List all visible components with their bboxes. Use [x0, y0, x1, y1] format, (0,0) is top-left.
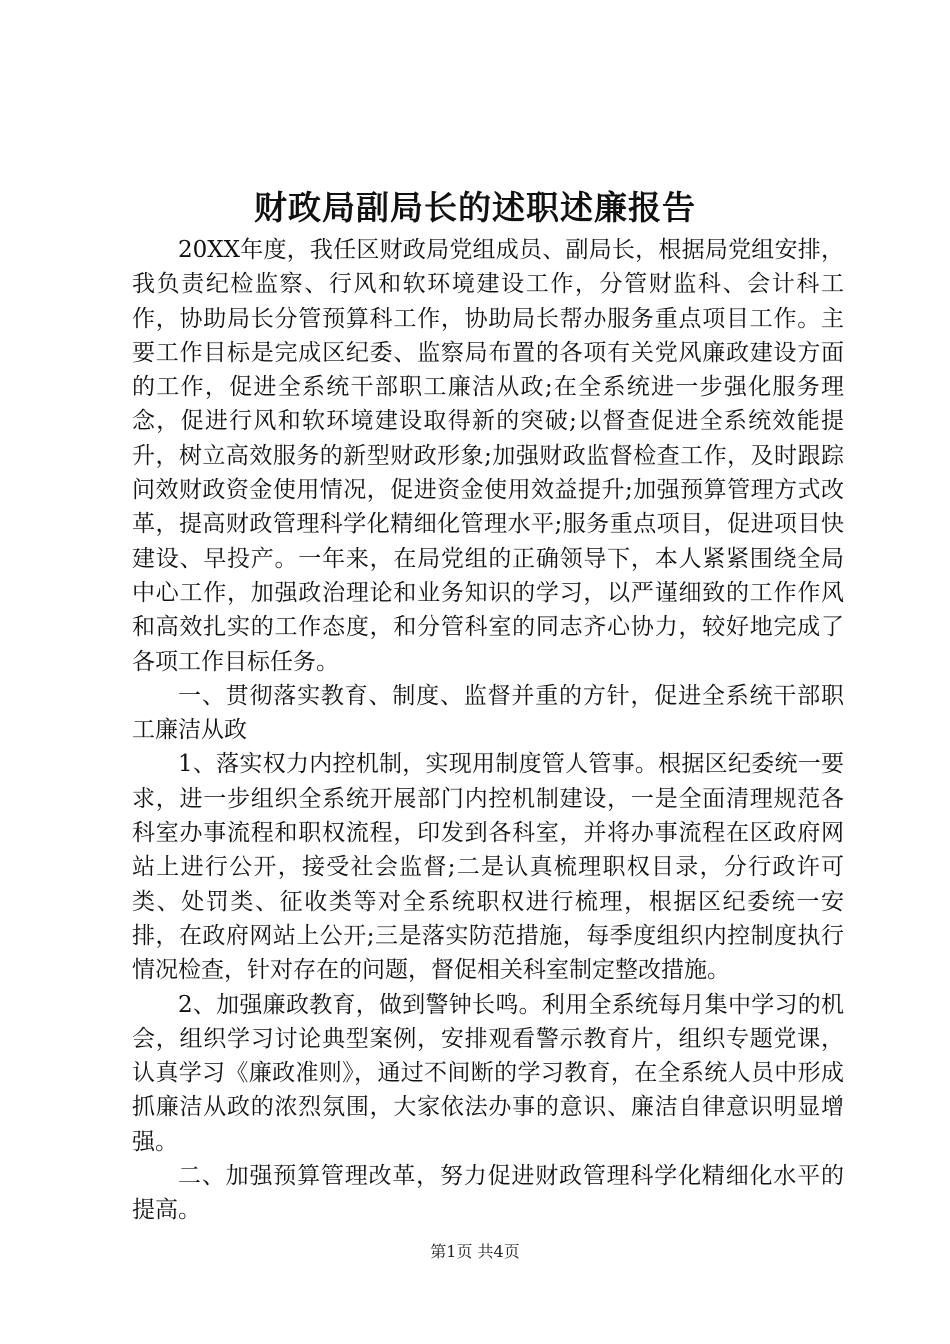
paragraph-1-2: 2、加强廉政教育，做到警钟长鸣。利用全系统每月集中学习的机会，组织学习讨论典型案例，安排观看警示教育片，组织专题党课，认真学习《廉政准则》，通过不间断的学习教育，在全系统人员中形成抓廉洁从政的浓烈氛围，大家依法办事的意识、廉洁自律意识明显增强。 — [132, 991, 844, 1155]
document-body — [132, 233, 844, 1228]
section-heading-1: 一、贯彻落实教育、制度、监督并重的方针，促进全系统干部职工廉洁从政 — [132, 682, 844, 744]
paragraph-1-1: 1、落实权力内控机制，实现用制度管人管事。根据区纪委统一要求，进一步组织全系统开展部门内控机制建设，一是全面清理规范各科室办事流程和职权流程，印发到各科室，并将办事流程在区政府网站上进行公开，接受社会监督;二是认真梳理职权目录，分行政许可类、处罚类、征收类等对全系统职权进行梳理，根据区纪委统一安排，在政府网站上公开;三是落实防范措施，每季度组织内控制度执行情况检查，针对存在的问题，督促相关科室制定整改措施。 — [132, 751, 844, 984]
section-heading-2: 二、加强预算管理改革，努力促进财政管理科学化精细化水平的提高。 — [132, 1163, 844, 1224]
page-number-footer: 第1页 共4页 — [430, 1242, 520, 1261]
paragraph-intro: 20XX年度，我任区财政局党组成员、副局长，根据局党组安排，我负责纪检监察、行风和软环境建设工作，分管财监科、会计科工作，协助局长分管预算科工作，协助局长帮办服务重点项目工作。主要工作目标是完成区纪委、监察局布置的各项有关党风廉政建设方面的工作，促进全系统干部职工廉洁从政;在全系统进一步强化服务理念，促进行风和软环境建设取得新的突破;以督查促进全系统效能提升，树立高效服务的新型财政形象;加强财政监督检查工作，及时跟踪问效财政资金使用情况，促进资金使用效益提升;加强预算管理方式改革，提高财政管理科学化精细化管理水平;服务重点项目，促进项目快建设、早投产。一年来，在局党组的正确领导下，本人紧紧围绕全局中心工作，加强政治理论和业务知识的学习，以严谨细致的工作作风和高效扎实的工作态度，和分管科室的同志齐心协力，较好地完成了各项工作目标任务。 — [132, 237, 844, 675]
document-title: 财政局副局长的述职述廉报告 — [254, 188, 696, 227]
